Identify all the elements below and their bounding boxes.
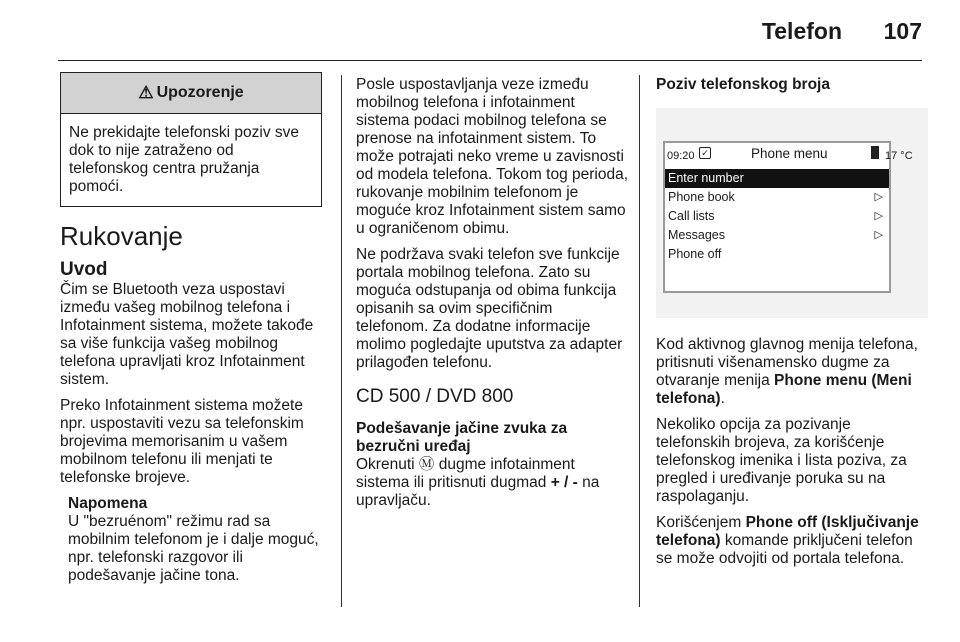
menu-item-messages: Messages ▷	[665, 226, 889, 245]
phone-battery-icon	[871, 146, 879, 159]
paragraph: Čim se Bluetooth veza uspostavi između vašeg mobilnog telefona i Infotainment sistema, možete takođe sa više funkcija vašeg mobilnog telefona upravljati kroz Infotainment sistem.	[60, 281, 314, 388]
column-divider-1	[341, 75, 342, 607]
column-1	[60, 72, 330, 585]
display-status-bar	[665, 143, 913, 165]
paragraph: Okrenuti Ⓜ dugme infotainment sistema ili pritisnuti dugmad + / - na upravljaču.	[356, 456, 600, 509]
section-heading-rukovanje: Rukovanje	[60, 221, 183, 251]
display-temperature: 17 °C	[885, 150, 913, 162]
column-divider-2	[639, 75, 640, 607]
paragraph: Korišćenjem Phone off (Isključivanje telefona) komande priključeni telefon se može odvojiti od portala telefona.	[656, 514, 919, 567]
menu-item-phone-book: Phone book ▷	[665, 188, 889, 207]
paragraph: Ne podržava svaki telefon sve funkcije portala mobilnog telefona. Zato su moguća odstupanja od obima funkcija opisanih sa ovim specifičnim telefonom. Za dodatne informacije molimo pogledajte uputstva za adapter prilagođen telefonu.	[356, 246, 623, 371]
subheading-volume: Podešavanje jačine zvuka za bezručni uređaj	[356, 420, 568, 455]
chevron-right-icon: ▷	[874, 229, 883, 241]
chevron-right-icon: ▷	[874, 210, 883, 222]
section-heading-cd500: CD 500 / DVD 800	[356, 386, 514, 407]
paragraph: Preko Infotainment sistema možete npr. uspostaviti vezu sa telefonskim brojevima memorisanim u vašem mobilnom telefonu ili menjati te telefonske brojeve.	[60, 397, 304, 486]
header-rule	[58, 60, 922, 61]
page-number: 107	[883, 18, 922, 44]
multifunction-knob-icon: Ⓜ	[418, 456, 435, 473]
paragraph: Kod aktivnog glavnog menija telefona, pritisnuti višenamensko dugme za otvaranje menija Phone menu (Meni telefona).	[656, 336, 918, 407]
paragraph: Posle uspostavljanja veze između mobilnog telefona i infotainment sistema podaci mobilnog telefona se prenose na infotainment sistem. To može potrajati neko vreme u zavisnosti od modela telefona. Tokom tog perioda, rukovanje mobilnim telefonom je moguće kroz Infotainment sistem samo u ograničenom obimu.	[356, 76, 629, 237]
column-2	[356, 76, 628, 518]
warning-box	[60, 72, 322, 207]
note-text: U "bezruénom" režimu rad sa mobilnim telefonom je i dalje moguć, npr. telefonski razgovor ili podešavanje jačine tona.	[68, 513, 319, 584]
display-title: Phone menu	[751, 146, 828, 161]
subheading-dialing: Poziv telefonskog broja	[656, 76, 830, 93]
warning-header	[61, 73, 321, 114]
menu-item-call-lists: Call lists ▷	[665, 207, 889, 226]
chevron-right-icon: ▷	[874, 191, 883, 203]
column-3	[656, 76, 928, 576]
menu-item-phone-off: Phone off	[668, 247, 722, 261]
display-menu-list	[665, 169, 889, 264]
subheading-uvod: Uvod	[60, 259, 108, 280]
display-time: 09:20	[667, 150, 695, 162]
display-screen	[663, 141, 913, 293]
page-header	[0, 0, 960, 62]
menu-item-enter-number: Enter number	[665, 169, 889, 188]
note-title: Napomena	[68, 495, 148, 512]
warning-title: Upozorenje	[156, 84, 244, 101]
page-title: Telefon	[761, 18, 842, 44]
warning-triangle-icon: ⚠	[138, 83, 154, 102]
phone-menu-display	[656, 108, 928, 318]
note-box	[68, 495, 330, 585]
paragraph: Nekoliko opcija za pozivanje telefonskih brojeva, za korišćenje telefonskog imenika i lista poziva, za pregled i uređivanje poruka su na raspolaganju.	[656, 416, 907, 505]
phone-connected-icon: ✓	[699, 147, 711, 159]
warning-text: Ne prekidajte telefonski poziv sve dok to nije zatraženo od telefonskog centra pružanja pomoći.	[69, 124, 300, 195]
volume-keys-label: + / -	[550, 474, 578, 491]
